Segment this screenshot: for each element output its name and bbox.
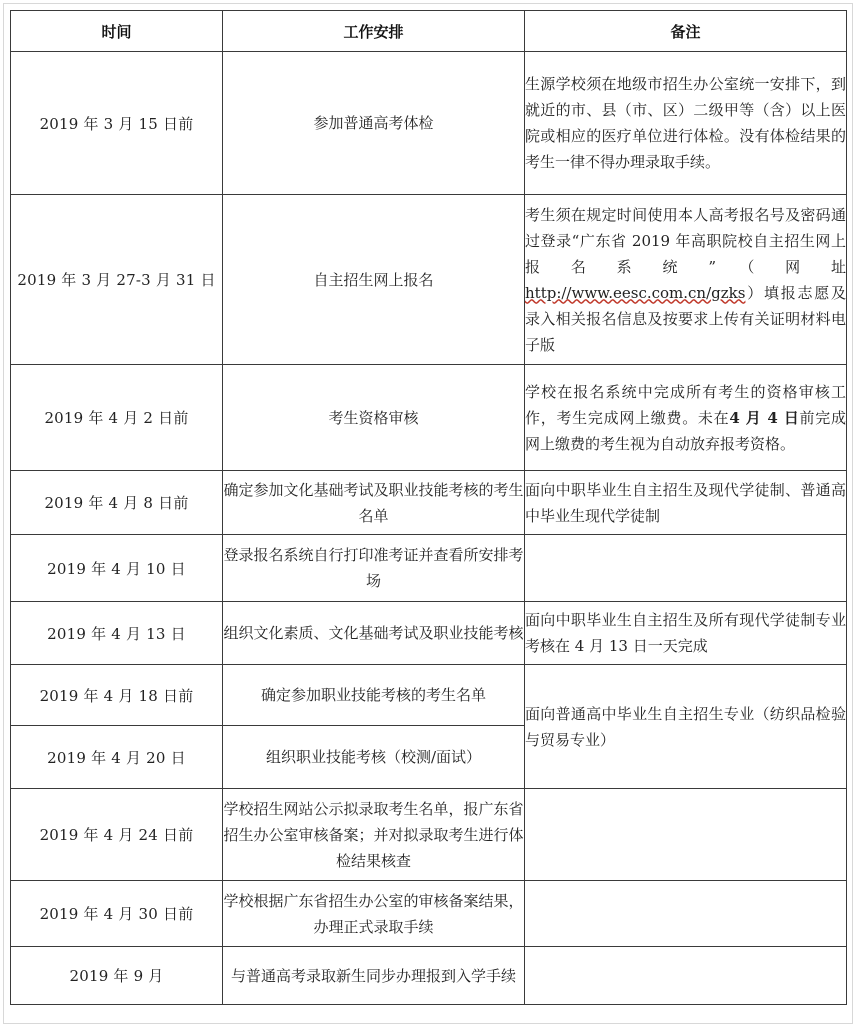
- table-row: [11, 471, 847, 535]
- row-note: 生源学校须在地级市招生办公室统一安排下，到就近的市、县（市、区）二级甲等（含）以上医院或相应的医疗单位进行体检。没有体检结果的考生一律不得办理录取手续。: [525, 52, 847, 195]
- row-note: 面向普通高中毕业生自主招生专业（纺织品检验与贸易专业）: [525, 665, 847, 789]
- row-task: 学校根据广东省招生办公室的审核备案结果，办理正式录取手续: [223, 881, 525, 947]
- row-note: [525, 789, 847, 881]
- table-row: [11, 665, 847, 726]
- row-time: 2019 年 4 月 10 日: [11, 535, 223, 602]
- row-time: 2019 年 4 月 8 日前: [11, 471, 223, 535]
- row-note: [525, 881, 847, 947]
- row-time: 2019 年 4 月 24 日前: [11, 789, 223, 881]
- row-time: 2019 年 4 月 2 日前: [11, 365, 223, 471]
- row-task: 组织文化素质、文化基础考试及职业技能考核: [223, 602, 525, 665]
- table-header-row: [11, 11, 847, 52]
- note-text: 前完成网上缴费的考生视为自动放弃报考资格。: [525, 408, 846, 453]
- row-task: 登录报名系统自行打印准考证并查看所安排考场: [223, 535, 525, 602]
- row-time: 2019 年 3 月 27-3 月 31 日: [11, 195, 223, 365]
- row-task: 自主招生网上报名: [223, 195, 525, 365]
- row-task: 组织职业技能考核（校测/面试）: [223, 726, 525, 789]
- row-time: 2019 年 4 月 20 日: [11, 726, 223, 789]
- table-row: [11, 365, 847, 471]
- row-note: [525, 365, 847, 471]
- row-note: [525, 195, 847, 365]
- header-task: 工作安排: [223, 11, 525, 52]
- row-note: [525, 535, 847, 602]
- table-row: [11, 881, 847, 947]
- row-task: 确定参加职业技能考核的考生名单: [223, 665, 525, 726]
- row-note: [525, 947, 847, 1005]
- registration-url: http://www.eesc.com.cn/gzks: [525, 283, 746, 302]
- row-task: 参加普通高考体检: [223, 52, 525, 195]
- table-row: [11, 789, 847, 881]
- row-time: 2019 年 4 月 30 日前: [11, 881, 223, 947]
- row-time: 2019 年 4 月 18 日前: [11, 665, 223, 726]
- row-time: 2019 年 4 月 13 日: [11, 602, 223, 665]
- deadline-date: 4 月 4 日: [729, 408, 800, 427]
- row-task: 与普通高考录取新生同步办理报到入学手续: [223, 947, 525, 1005]
- header-note: 备注: [525, 11, 847, 52]
- header-time: 时间: [11, 11, 223, 52]
- note-text: ）填报志愿及录入相关报名信息及按要求上传有关证明材料电子版: [525, 283, 846, 354]
- row-time: 2019 年 3 月 15 日前: [11, 52, 223, 195]
- row-task: 学校招生网站公示拟录取考生名单，报广东省招生办公室审核备案；并对拟录取考生进行体检结果核查: [223, 789, 525, 881]
- schedule-table: [10, 10, 847, 1005]
- table-row: [11, 52, 847, 195]
- row-note: 面向中职毕业生自主招生及现代学徒制、普通高中毕业生现代学徒制: [525, 471, 847, 535]
- table-row: [11, 602, 847, 665]
- table-row: [11, 535, 847, 602]
- table-row: [11, 947, 847, 1005]
- table-row: [11, 195, 847, 365]
- note-text: 考生须在规定时间使用本人高考报名号及密码通过登录“广东省 2019 年高职院校自主招生网上报名系统”（网址: [525, 205, 846, 276]
- note-text: 学校在报名系统中完成所有考生的资格审核工作，考生完成网上缴费。未在: [525, 382, 846, 427]
- row-task: 考生资格审核: [223, 365, 525, 471]
- row-note: 面向中职毕业生自主招生及所有现代学徒制专业考核在 4 月 13 日一天完成: [525, 602, 847, 665]
- row-task: 确定参加文化基础考试及职业技能考核的考生名单: [223, 471, 525, 535]
- row-time: 2019 年 9 月: [11, 947, 223, 1005]
